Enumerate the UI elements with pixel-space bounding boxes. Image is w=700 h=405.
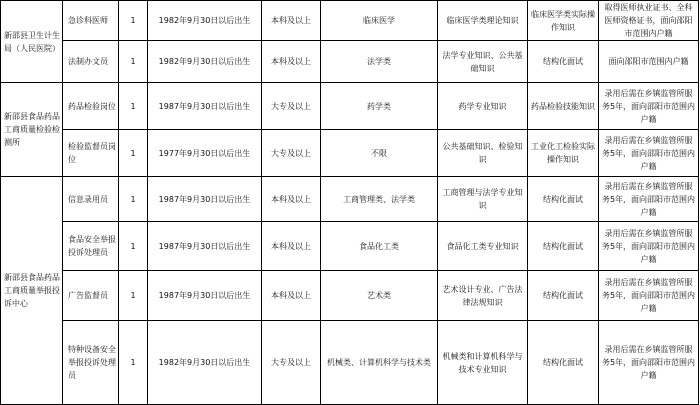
- education-cell: 本科及以上: [262, 41, 321, 83]
- major-cell: 药学类: [321, 83, 438, 130]
- other-cell: 录用后需在乡镇监管所服务5年，面向邵阳市范围内户籍: [599, 271, 699, 321]
- table-row: [1, 222, 699, 271]
- unit-cell: 新邵县食品药品工商质量举报投诉中心: [1, 177, 63, 405]
- count-cell: 1: [119, 41, 148, 83]
- age-cell: 1987年9月30日以后出生: [148, 83, 262, 130]
- education-cell: 大专及以上: [262, 83, 321, 130]
- major-cell: 机械类、计算机科学与技术类: [321, 321, 438, 405]
- position-cell: 特种设备安全举报投诉处理员: [63, 321, 119, 405]
- age-cell: 1987年9月30日以后出生: [148, 177, 262, 222]
- content-cell: 临床医学类理论知识: [438, 1, 528, 41]
- method-cell: 结构化面试: [528, 41, 599, 83]
- other-cell: 录用后需在乡镇监管所服务5年，面向邵阳市范围内户籍: [599, 222, 699, 271]
- position-cell: 检验监督员岗位: [63, 130, 119, 177]
- count-cell: 1: [119, 271, 148, 321]
- content-cell: 艺术设计专业、广告法律法规知识: [438, 271, 528, 321]
- major-cell: 食品化工类: [321, 222, 438, 271]
- other-cell: 录用后需在乡镇监管所服务5年，面向邵阳市范围内户籍: [599, 177, 699, 222]
- table-row: [1, 321, 699, 405]
- count-cell: 1: [119, 321, 148, 405]
- major-cell: 法学类: [321, 41, 438, 83]
- education-cell: 大专及以上: [262, 130, 321, 177]
- method-cell: 药品检验技能知识: [528, 83, 599, 130]
- content-cell: 工商管理与法学专业知识: [438, 177, 528, 222]
- table-row: [1, 41, 699, 83]
- education-cell: 本科及以上: [262, 271, 321, 321]
- table-row: [1, 83, 699, 130]
- position-cell: 信息录用员: [63, 177, 119, 222]
- position-cell: 药品检验岗位: [63, 83, 119, 130]
- count-cell: 1: [119, 1, 148, 41]
- count-cell: 1: [119, 83, 148, 130]
- content-cell: 机械类和计算机科学与技术专业知识: [438, 321, 528, 405]
- method-cell: 工业化工检验实际操作知识: [528, 130, 599, 177]
- method-cell: 临床医学类实际操作知识: [528, 1, 599, 41]
- education-cell: 大专及以上: [262, 321, 321, 405]
- position-cell: 法制办文员: [63, 41, 119, 83]
- method-cell: 结构化面试: [528, 222, 599, 271]
- content-cell: 公共基础知识、检验知识: [438, 130, 528, 177]
- table-row: [1, 177, 699, 222]
- age-cell: 1982年9月30日以后出生: [148, 321, 262, 405]
- method-cell: 结构化面试: [528, 271, 599, 321]
- age-cell: 1982年9月30日以后出生: [148, 41, 262, 83]
- education-cell: 本科及以上: [262, 1, 321, 41]
- education-cell: 本科及以上: [262, 222, 321, 271]
- age-cell: 1987年9月30日以后出生: [148, 222, 262, 271]
- table-row: [1, 130, 699, 177]
- major-cell: 工商管理类、法学类: [321, 177, 438, 222]
- table-row: [1, 1, 699, 41]
- content-cell: 药学专业知识: [438, 83, 528, 130]
- other-cell: 取得医师执业证书、全科医师资格证书，面向邵阳市范围内户籍: [599, 1, 699, 41]
- major-cell: 临床医学: [321, 1, 438, 41]
- count-cell: 1: [119, 130, 148, 177]
- other-cell: 录用后需在乡镇监管所服务5年，面向邵阳市范围内户籍: [599, 83, 699, 130]
- unit-cell: 新邵县食品药品工商质量检验检测所: [1, 83, 63, 177]
- other-cell: 面向邵阳市范围内户籍: [599, 41, 699, 83]
- content-cell: 食品化工类专业知识: [438, 222, 528, 271]
- method-cell: 结构化面试: [528, 321, 599, 405]
- education-cell: 本科及以上: [262, 177, 321, 222]
- position-cell: 食品安全举报投诉处理员: [63, 222, 119, 271]
- major-cell: 艺术类: [321, 271, 438, 321]
- other-cell: 录用后需在乡镇监管所服务5年，面向邵阳市范围内户籍: [599, 321, 699, 405]
- position-cell: 广告监督员: [63, 271, 119, 321]
- position-cell: 急诊科医师: [63, 1, 119, 41]
- age-cell: 1982年9月30日以后出生: [148, 1, 262, 41]
- table-row: [1, 271, 699, 321]
- unit-cell: 新邵县卫生计生局（人民医院）: [1, 1, 63, 83]
- other-cell: 录用后需在乡镇监管所服务5年，面向邵阳市范围内户籍: [599, 130, 699, 177]
- count-cell: 1: [119, 177, 148, 222]
- method-cell: 结构化面试: [528, 177, 599, 222]
- major-cell: 不限: [321, 130, 438, 177]
- age-cell: 1977年9月30日以后出生: [148, 130, 262, 177]
- count-cell: 1: [119, 222, 148, 271]
- content-cell: 法学专业知识、公共基础知识: [438, 41, 528, 83]
- age-cell: 1987年9月30日以后出生: [148, 271, 262, 321]
